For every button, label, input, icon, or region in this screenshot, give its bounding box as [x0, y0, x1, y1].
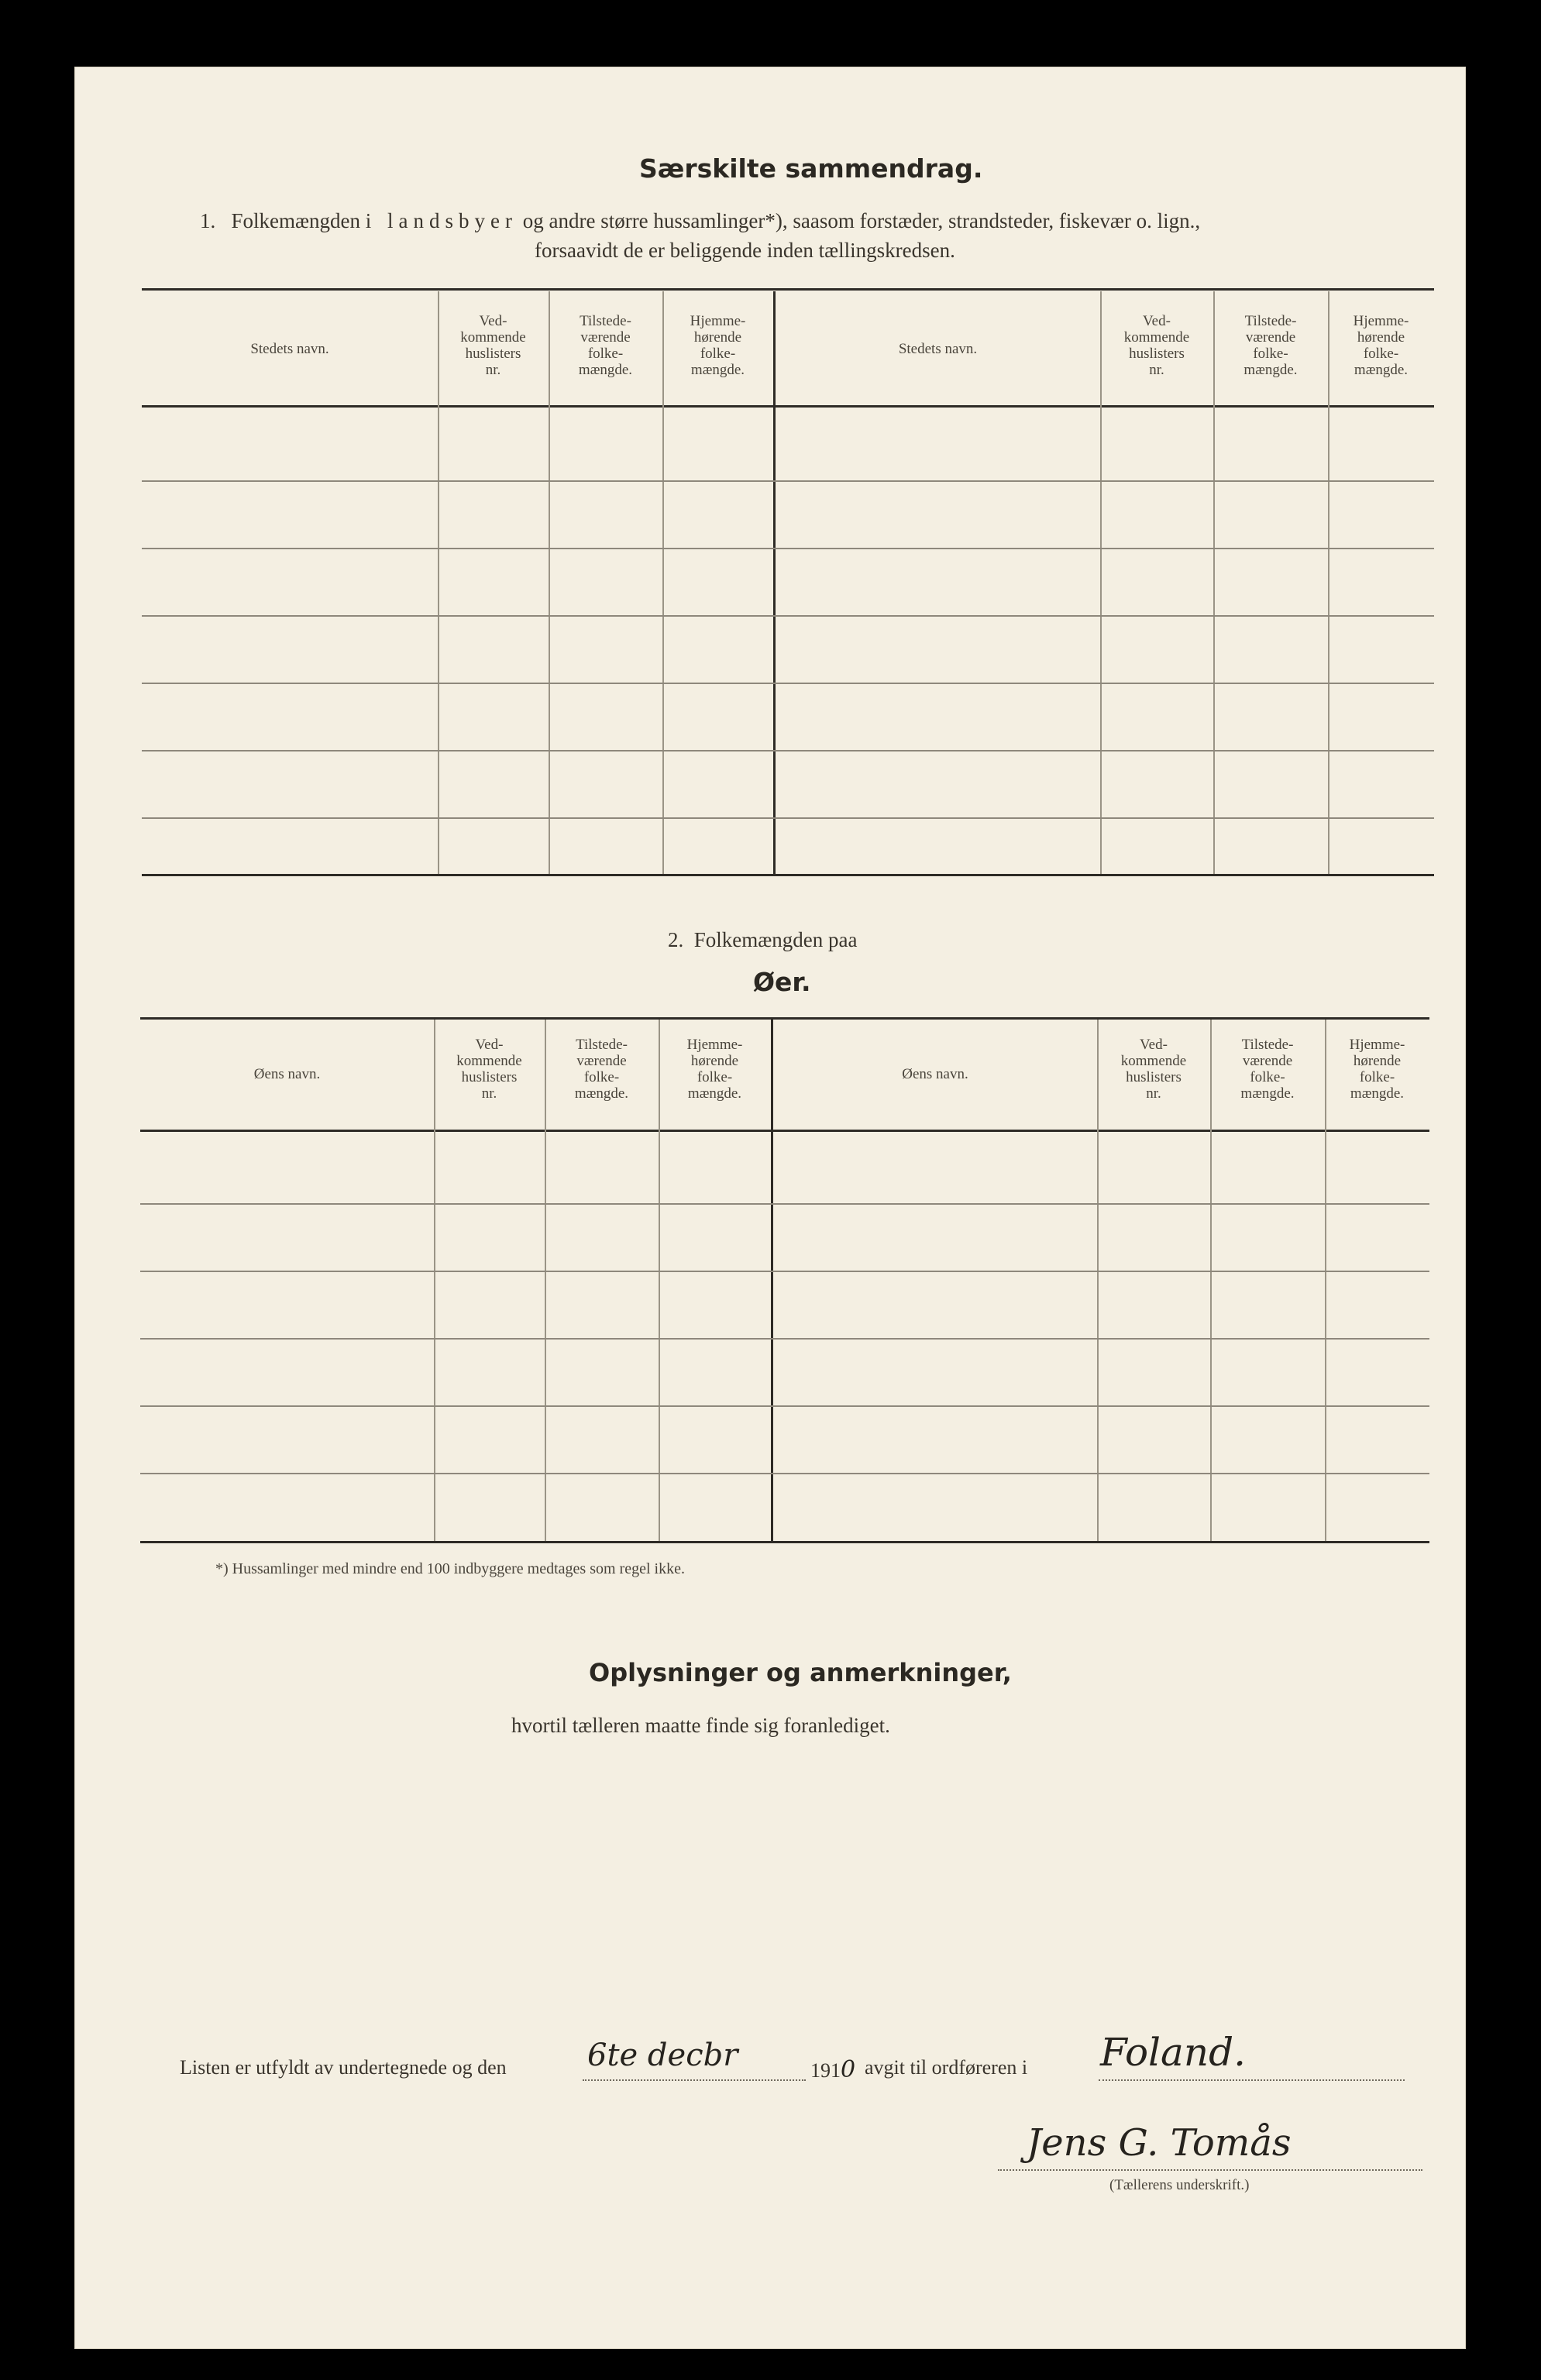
intro-a: Folkemængden — [231, 209, 360, 232]
table1-top-rule — [142, 288, 1434, 291]
table1-vline — [438, 291, 439, 874]
signature-fill-line — [998, 2169, 1422, 2171]
section2-title: Øer. — [753, 967, 811, 997]
col-header-hjemmehorende: Hjemme- hørende folke- mængde. — [686, 1037, 743, 1102]
col-header-oens-navn: Øens navn. — [253, 1066, 321, 1082]
table1-row-line — [142, 683, 1434, 684]
table2-top-rule — [140, 1017, 1429, 1020]
section2-heading: 2. Folkemængden paa — [668, 928, 858, 951]
col-header-tilstedevaerende: Tilstede- værende folke- mængde. — [1243, 313, 1298, 378]
table1-vline — [662, 291, 664, 874]
census-form-page — [74, 67, 1466, 2349]
place-handwritten: Foland. — [1100, 2030, 1246, 2075]
table2-header-rule — [140, 1130, 1429, 1132]
table1-row-line — [142, 480, 1434, 482]
signature-caption: (Tællerens underskrift.) — [1109, 2177, 1250, 2193]
table2-row-line — [140, 1338, 1429, 1340]
table1-center-divider — [773, 291, 776, 874]
year-handwritten: 0 — [841, 2056, 856, 2083]
table2-row-line — [140, 1271, 1429, 1272]
place-fill-line — [1099, 2079, 1405, 2081]
table2-bottom-rule — [140, 1541, 1429, 1543]
signature-line-middle: avgit til ordføreren i — [865, 2056, 1028, 2079]
date-handwritten: 6te decbr — [587, 2038, 738, 2073]
table1-vline — [1213, 291, 1215, 874]
col-header-oens-navn: Øens navn. — [902, 1066, 968, 1082]
col-header-stedets-navn: Stedets navn. — [250, 341, 329, 357]
intro-c: og andre større hussamlinger*), saasom forstæder, strandsteder, fiskevær o. lign., — [522, 209, 1201, 232]
col-header-tilstedevaerende: Tilstede- værende folke- mængde. — [574, 1037, 629, 1102]
table1-header-rule — [142, 405, 1434, 408]
col-header-hjemmehorende: Hjemme- hørende folke- mængde. — [690, 313, 746, 378]
table2-row-line — [140, 1405, 1429, 1407]
remarks-subtitle: hvortil tælleren maatte finde sig foranlediget. — [511, 1714, 890, 1737]
intro-b: i landsbyer — [365, 209, 518, 232]
table1-vline — [1328, 291, 1329, 874]
section1-intro — [200, 209, 1200, 233]
col-header-huslisters: Ved- kommende huslisters nr. — [1120, 1037, 1187, 1102]
section1-title: Særskilte sammendrag. — [639, 153, 983, 184]
table1-row-line — [142, 615, 1434, 617]
signature-handwritten: Jens G. Tomås — [1027, 2121, 1292, 2165]
col-header-huslisters: Ved- kommende huslisters nr. — [1123, 313, 1190, 378]
intro-number: 1. — [200, 209, 216, 232]
col-header-tilstedevaerende: Tilstede- værende folke- mængde. — [578, 313, 633, 378]
table2-row-line — [140, 1473, 1429, 1474]
table2-row-line — [140, 1203, 1429, 1205]
section1-intro-line2: forsaavidt de er beliggende inden tællingskredsen. — [535, 239, 955, 262]
table2-center-divider — [771, 1020, 773, 1541]
table1-bottom-rule — [142, 874, 1434, 876]
footnote: *) Hussamlinger med mindre end 100 indbyggere medtages som regel ikke. — [215, 1560, 685, 1577]
col-header-stedets-navn: Stedets navn. — [898, 341, 978, 357]
col-header-hjemmehorende: Hjemme- hørende folke- mængde. — [1349, 1037, 1405, 1102]
col-header-huslisters: Ved- kommende huslisters nr. — [460, 313, 526, 378]
year-prefix: 1910 — [810, 2056, 856, 2083]
table1-vline — [1100, 291, 1102, 874]
col-header-tilstedevaerende: Tilstede- værende folke- mængde. — [1240, 1037, 1295, 1102]
table1-vline — [549, 291, 550, 874]
col-header-huslisters: Ved- kommende huslisters nr. — [456, 1037, 522, 1102]
signature-line-prefix: Listen er utfyldt av undertegnede og den — [180, 2056, 507, 2079]
table1-row-line — [142, 750, 1434, 751]
table1-row-line — [142, 548, 1434, 549]
remarks-title: Oplysninger og anmerkninger, — [589, 1658, 1012, 1687]
col-header-hjemmehorende: Hjemme- hørende folke- mængde. — [1353, 313, 1409, 378]
table1-row-line — [142, 817, 1434, 819]
date-fill-line — [583, 2079, 806, 2081]
